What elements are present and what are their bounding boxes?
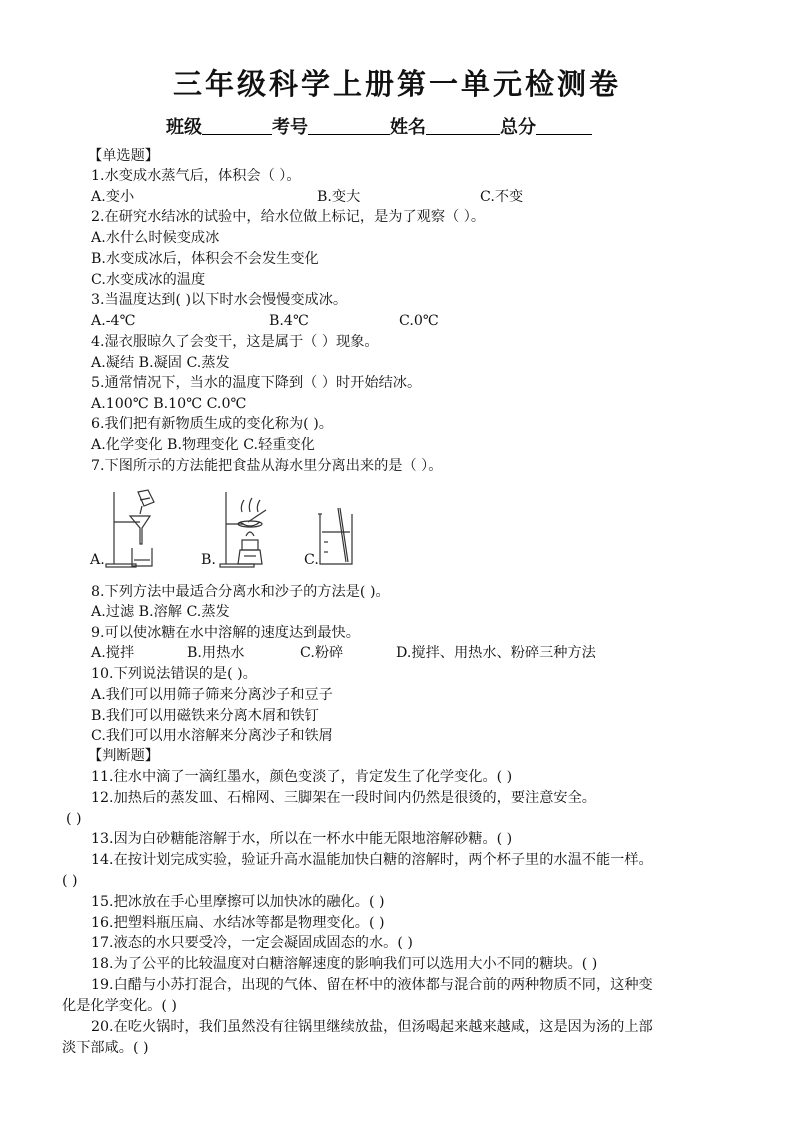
section-judgement: 【判断题】 [88,748,159,764]
question-16: 16.把塑料瓶压扁、水结冰等都是物理变化。( ) [91,915,385,931]
question-8-options: A.过滤 B.溶解 C.蒸发 [91,604,230,620]
question-2-option-a: A.水什么时候变成冰 [91,230,220,246]
question-14: 14.在按计划完成实验，验证升高水温能加快白糖的溶解时，两个杯子里的水温不能一样。 [91,852,653,868]
option-c: C.不变 [480,189,524,205]
student-info-line [166,113,592,139]
filtration-apparatus-icon [104,488,164,568]
question-5: 5.通常情况下，当水的温度下降到（ ）时开始结冰。 [91,375,422,391]
evaporation-apparatus-icon [218,488,278,568]
question-6: 6.我们把有新物质生成的变化称为( )。 [91,416,333,432]
beaker-stirring-icon [314,506,364,568]
question-2: 2.在研究水结冰的试验中，给水位做上标记，是为了观察（ ）。 [91,209,486,225]
question-3: 3.当温度达到( )以下时水会慢慢变成冰。 [91,292,348,308]
question-10-option-a: A.我们可以用筛子筛来分离沙子和豆子 [91,687,333,703]
question-5-options: A.100℃ B.10℃ C.0℃ [91,396,247,412]
question-15: 15.把冰放在手心里摩擦可以加快冰的融化。( ) [91,894,385,910]
figure-c-label: C. [304,552,319,568]
question-9: 9.可以使冰糖在水中溶解的速度达到最快。 [91,625,360,641]
score-label: 总分 [500,117,536,138]
question-10: 10.下列说法错误的是( )。 [91,666,257,682]
class-blank[interactable] [202,116,272,135]
option-c: C.粉碎 [300,645,344,661]
question-19: 19.白醋与小苏打混合，出现的气体、留在杯中的液体都与混合前的两种物质不同，这种变 [91,977,653,993]
number-label: 考号 [272,117,308,138]
question-20: 20.在吃火锅时，我们虽然没有往锅里继续放盐，但汤喝起来越来越咸，这是因为汤的上部 [91,1019,653,1035]
name-label: 姓名 [390,117,426,138]
question-10-option-b: B.我们可以用磁铁来分离木屑和铁钉 [91,708,319,724]
section-single-choice: 【单选题】 [88,148,159,164]
question-8: 8.下列方法中最适合分离水和沙子的方法是( )。 [91,584,390,600]
question-1: 1.水变成水蒸气后，体积会（ ）。 [91,168,301,184]
question-19-continued: 化是化学变化。( ) [62,998,177,1014]
question-11: 11.往水中滴了一滴红墨水，颜色变淡了，肯定发生了化学变化。( ) [91,769,513,785]
page-title: 三年级科学上册第一单元检测卷 [172,67,621,101]
question-10-option-c: C.我们可以用水溶解来分离沙子和铁屑 [91,728,333,744]
question-20-continued: 淡下部咸。( ) [62,1040,149,1056]
question-4-options: A.凝结 B.凝固 C.蒸发 [91,355,230,371]
option-b: B.变大 [317,189,361,205]
option-d: D.搅拌、用热水、粉碎三种方法 [396,645,596,661]
figure-a-label: A. [90,552,105,568]
question-6-options: A.化学变化 B.物理变化 C.轻重变化 [91,437,315,453]
question-12-answer: ( ) [66,811,82,827]
option-b: B.用热水 [187,645,245,661]
question-14-answer: ( ) [62,873,78,889]
question-17: 17.液态的水只要受冷，一定会凝固成固态的水。( ) [91,935,413,951]
option-c: C.0℃ [399,313,439,329]
question-18: 18.为了公平的比较温度对白糖溶解速度的影响我们可以选用大小不同的糖块。( ) [91,956,598,972]
question-2-option-c: C.水变成冰的温度 [91,272,206,288]
option-a: A.-4℃ [91,313,136,329]
number-blank[interactable] [308,116,390,135]
question-7: 7.下图所示的方法能把食盐从海水里分离出来的是（ ）。 [91,458,443,474]
question-2-option-b: B.水变成冰后，体积会不会发生变化 [91,251,319,267]
option-a: A.搅拌 [91,645,135,661]
option-a: A.变小 [91,189,135,205]
question-4: 4.湿衣服晾久了会变干，这是属于（ ）现象。 [91,334,379,350]
question-12: 12.加热后的蒸发皿、石棉网、三脚架在一段时间内仍然是很烫的，要注意安全。 [91,790,596,806]
question-13: 13.因为白砂糖能溶解于水，所以在一杯水中能无限地溶解砂糖。( ) [91,831,513,847]
name-blank[interactable] [426,116,500,135]
score-blank[interactable] [536,116,592,135]
class-label: 班级 [166,117,202,138]
option-b: B.4℃ [269,313,309,329]
figure-b-label: B. [201,552,216,568]
question-7-figures [90,488,370,570]
